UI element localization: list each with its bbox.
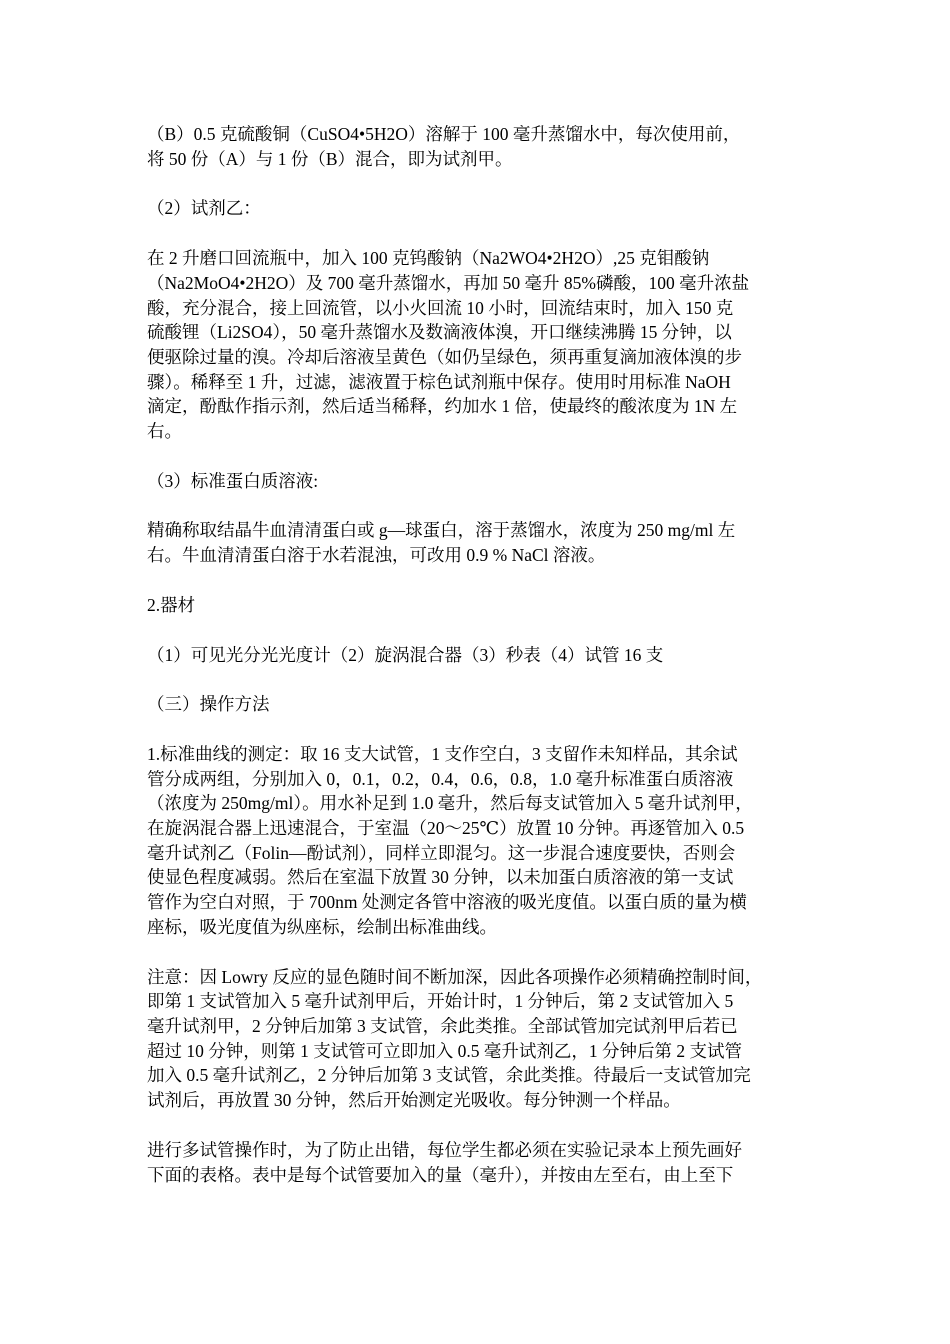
text-line: 在旋涡混合器上迅速混合，于室温（20～25℃）放置 10 分钟。再逐管加入 0.5 (147, 818, 745, 839)
text-line: 管分成两组，分别加入 0，0.1，0.2，0.4，0.6，0.8，1.0 毫升标准蛋白质溶液 (147, 768, 734, 789)
text-line: 进行多试管操作时，为了防止出错，每位学生都必须在实验记录本上预先画好 (147, 1139, 742, 1160)
text-line: （3）标准蛋白质溶液: (147, 470, 319, 491)
paragraph (147, 196, 817, 221)
text-line: 酸，充分混合，接上回流管，以小火回流 10 小时，回流结束时，加入 150 克 (147, 297, 734, 318)
text-line: 2.器材 (147, 594, 196, 615)
text-line: 精确称取结晶牛血清清蛋白或 g—球蛋白，溶于蒸馏水，浓度为 250 mg/ml 左 (147, 520, 736, 541)
paragraph (147, 518, 817, 567)
text-line: （1）可见光分光光度计（2）旋涡混合器（3）秒表（4）试管 16 支 (147, 644, 664, 665)
text-line: 试剂后，再放置 30 分钟，然后开始测定光吸收。每分钟测一个样品。 (147, 1090, 681, 1111)
text-line: 超过 10 分钟，则第 1 支试管可立即加入 0.5 毫升试剂乙，1 分钟后第 2 支试管 (147, 1040, 742, 1061)
text-line: 座标，吸光度值为纵座标，绘制出标准曲线。 (147, 916, 497, 937)
text-line: 毫升试剂甲，2 分钟后加第 3 支试管，余此类推。全部试管加完试剂甲后若已 (147, 1015, 738, 1036)
text-line: 硫酸锂（Li2SO4），50 毫升蒸馏水及数滴液体溴，开口继续沸腾 15 分钟，以 (147, 322, 732, 343)
text-line: 管作为空白对照，于 700nm 处测定各管中溶液的吸光度值。以蛋白质的量为横 (147, 892, 747, 913)
text-line: 使显色程度减弱。然后在室温下放置 30 分钟，以未加蛋白质溶液的第一支试 (147, 867, 734, 888)
text-line: （B）0.5 克硫酸铜（CuSO4•5H2O）溶解于 100 毫升蒸馏水中，每次使用前， (147, 124, 741, 144)
text-line: 将 50 份（A）与 1 份（B）混合，即为试剂甲。 (147, 148, 513, 169)
paragraph (147, 122, 817, 171)
text-line: 下面的表格。表中是每个试管要加入的量（毫升），并按由左至右，由上至下 (147, 1164, 734, 1185)
text-line: 右。 (147, 421, 182, 442)
paragraph (147, 692, 817, 717)
text-line: （三）操作方法 (147, 694, 270, 715)
paragraph (147, 643, 817, 668)
text-line: 1.标准曲线的测定：取 16 支大试管，1 支作空白，3 支留作未知样品，其余试 (147, 743, 738, 764)
text-line: （Na2MoO4•2H2O）及 700 毫升蒸馏水，再加 50 毫升 85%磷酸，100 毫升浓盐 (147, 272, 750, 293)
paragraph (147, 593, 817, 618)
text-line: 滴定，酚酞作指示剂，然后适当稀释，约加水 1 倍，使最终的酸浓度为 1N 左 (147, 396, 738, 417)
text-line: 即第 1 支试管加入 5 毫升试剂甲后，开始计时，1 分钟后，第 2 支试管加入 5 (147, 991, 734, 1012)
text-line: 在 2 升磨口回流瓶中，加入 100 克钨酸钠（Na2WO4•2H2O）,25 克钼酸钠 (147, 248, 710, 269)
document-body (147, 122, 817, 1212)
text-line: 骤）。稀释至 1 升，过滤，滤液置于棕色试剂瓶中保存。使用时用标准 NaOH (147, 371, 731, 392)
text-line: （浓度为 250mg/ml）。用水补足到 1.0 毫升，然后每支试管加入 5 毫升试剂甲， (147, 793, 753, 814)
text-line: 加入 0.5 毫升试剂乙，2 分钟后加第 3 支试管，余此类推。待最后一支试管加完 (147, 1065, 751, 1086)
paragraph (147, 246, 817, 444)
text-line: 毫升试剂乙（Folin—酚试剂），同样立即混匀。这一步混合速度要快，否则会 (147, 842, 736, 863)
paragraph (147, 742, 817, 940)
paragraph (147, 1138, 817, 1187)
text-line: 注意：因 Lowry 反应的显色随时间不断加深，因此各项操作必须精确控制时间， (147, 966, 763, 987)
text-line: 右。牛血清清蛋白溶于水若混浊，可改用 0.9 % NaCl 溶液。 (147, 545, 606, 566)
text-line: 便驱除过量的溴。冷却后溶液呈黄色（如仍呈绿色，须再重复滴加液体溴的步 (147, 346, 742, 367)
text-line: （2）试剂乙： (147, 198, 261, 219)
paragraph (147, 469, 817, 494)
paragraph (147, 965, 817, 1113)
